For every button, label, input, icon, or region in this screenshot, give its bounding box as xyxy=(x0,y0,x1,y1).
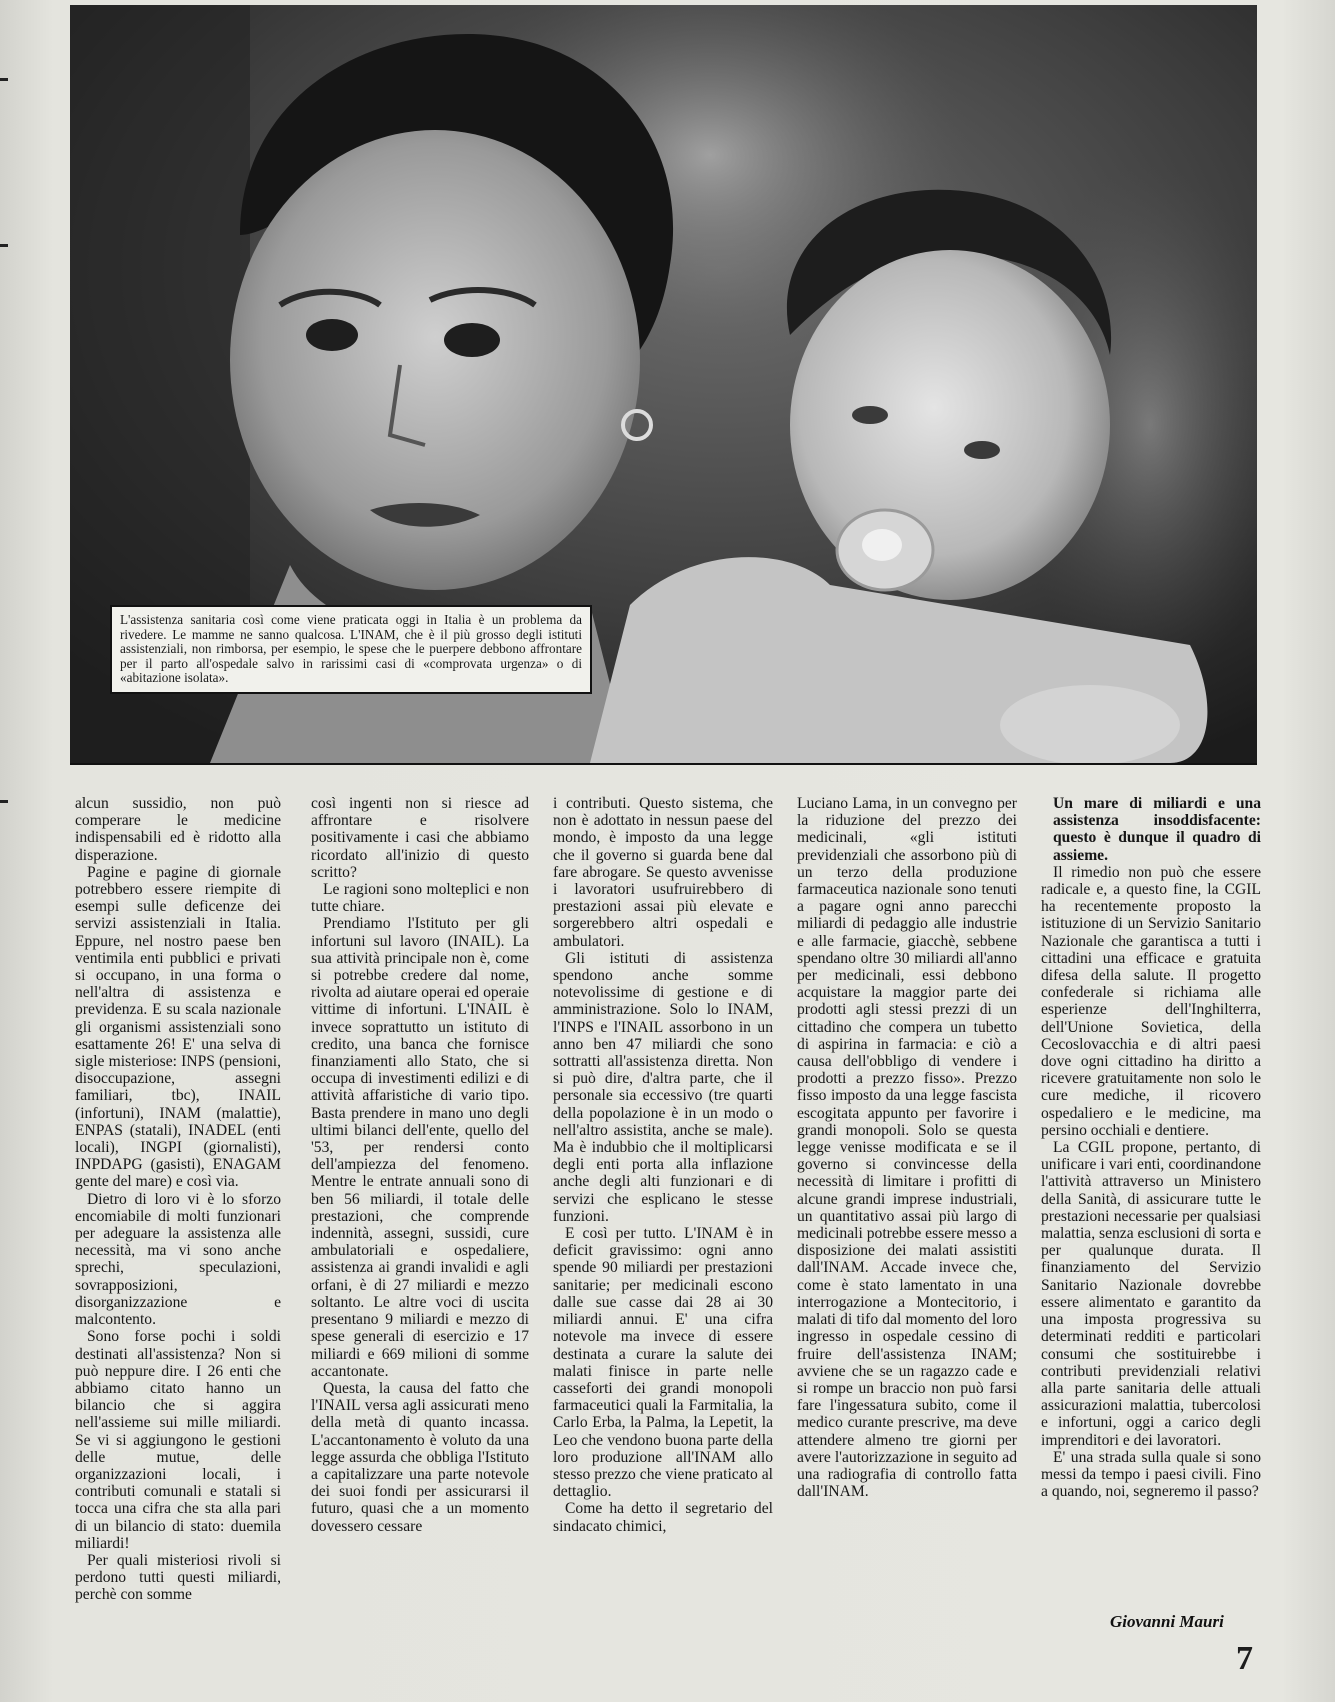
article-paragraph: E così per tutto. L'INAM è in deficit gravissimo: ogni anno spende 90 miliardi per prestazioni sanitarie; per medicinali escono dalle sue casse dai 28 ai 30 miliardi annui. E' una cifra notevole ma invece di essere destinata a curare la salute dei malati finisce in parte nelle casseforti dei grandi monopoli farmaceutici quali la Farmitalia, la Carlo Erba, la Palma, la Lepetit, la Leo che vendono buona parte della loro produzione all'INAM allo stesso prezzo che viene praticato al dettaglio. xyxy=(553,1225,773,1501)
article-paragraph: Prendiamo l'Istituto per gli infortuni sul lavoro (INAIL). La sua attività principale non è, come si potrebbe credere dal nome, rivolta ad aiutare operai ed operaie vittime di infortuni. L'INAIL è invece soprattutto un istituto di credito, una banca che fornisce finanziamenti allo Stato, che si occupa di investimenti edilizi e di attività affaristiche di vario tipo. Basta prendere in mano uno degli ultimi bilanci dell'ente, quello del '53, per rendersi conto dell'ampiezza del fenomeno. Mentre le entrate annuali sono di ben 56 miliardi, il totale delle prestazioni, che comprende indennità, assegni, sussidi, cure ambulatoriali e ospedaliere, assistenza ai grandi invalidi e agli orfani, è di 27 miliardi e mezzo soltanto. Le altre voci di uscita presentano 9 miliardi e mezzo di spese generali di esercizio e 17 miliardi e 669 milioni di somme accantonate. xyxy=(311,915,529,1380)
author-signature: Giovanni Mauri xyxy=(1110,1612,1224,1631)
article-paragraph: Sono forse pochi i soldi destinati all'assistenza? Non si può neppure dire. I 26 enti che abbiamo citato hanno un bilancio che si aggira nell'assieme sui mille miliardi. Se vi si aggiungono le gestioni delle mutue, delle organizzazioni locali, i contributi comunali e statali si tocca una cifra che sta alla pari di un bilancio di stato: duemila miliardi! xyxy=(75,1328,281,1552)
article-column-2 xyxy=(311,795,529,1535)
article-paragraph: Il rimedio non può che essere radicale e, a questo fine, la CGIL ha recentemente proposto la istituzione di un Servizio Sanitario Nazionale che garantisca a tutti i cittadini una efficace e gratuita difesa della salute. Il progetto confederale si richiama alle esperienze dell'Inghilterra, dell'Unione Sovietica, della Cecoslovacchia e di altri paesi dove ogni cittadino ha diritto a ricevere gratuitamente non solo le cure mediche, il ricovero ospedaliero e le medicine, ma persino occhiali e dentiere. xyxy=(1041,863,1261,1139)
article-column-5 xyxy=(1041,795,1261,1500)
article-paragraph: Dietro di loro vi è lo sforzo encomiabile di molti funzionari per adeguare la assistenza alle necessità, ma vi sono anche sprechi, speculazioni, sovrapposizioni, disorganizzazione e malcontento. xyxy=(75,1190,281,1329)
article-paragraph: Gli istituti di assistenza spendono anche somme notevolissime di gestione e di amministrazione. Solo lo INAM, l'INPS e l'INAIL assorbono in un anno ben 47 miliardi che sono sottratti all'assistenza diretta. Non si può dire, d'altra parte, che il personale sia eccessivo (tre quarti della popolazione è in un modo o nell'altro assistita, anche se male). Ma è indubbio che il moltiplicarsi degli enti porta alla inflazione anche degli alti funzionari e di servizi che esplicano le stesse funzioni. xyxy=(553,949,773,1225)
article-paragraph: così ingenti non si riesce ad affrontare e risolvere positivamente i casi che abbiamo ricordato all'inizio di questo scritto? xyxy=(311,795,529,881)
article-column-3 xyxy=(553,795,773,1535)
article-paragraph: Come ha detto il segretario del sindacato chimici, xyxy=(553,1500,773,1535)
article-paragraph: La CGIL propone, pertanto, di unificare i vari enti, coordinandone l'attività attraverso un Ministero della Sanità, di assicurare tutte le prestazioni necessarie per qualsiasi malattia, senza esclusioni di sorta e per qualunque durata. Il finanziamento del Servizio Sanitario Nazionale dovrebbe essere alimentato e garantito da una imposta progressiva su determinati redditi e particolari consumi che sostituirebbe i contributi previdenziali relativi alla parte sanitaria delle attuali assicurazioni malattia, tubercolosi e infortuni, oggi a carico degli imprenditori e dei lavoratori. xyxy=(1041,1139,1261,1449)
article-paragraph: Le ragioni sono molteplici e non tutte chiare. xyxy=(311,881,529,916)
article-paragraph: Questa, la causa del fatto che l'INAIL versa agli assicurati meno della metà di quanto incassa. L'accantonamento è voluto da una legge assurda che obbliga l'Istituto a capitalizzare una parte notevole dei suoi fondi per assicurarsi il futuro, quasi che a un momento dovessero cessare xyxy=(311,1379,529,1535)
article-paragraph: Per quali misteriosi rivoli si perdono tutti questi miliardi, perchè con somme xyxy=(75,1551,281,1604)
margin-mark xyxy=(0,78,8,81)
article-column-4 xyxy=(797,795,1017,1500)
page-number: 7 xyxy=(1236,1640,1253,1677)
article-paragraph: Pagine e pagine di giornale potrebbero essere riempite di esempi sulle deficenze dei servizi assistenziali in Italia. Eppure, nel nostro paese ben ventimila enti pubblici e privati si occupano, in una forma o nell'altra di assistenza e previdenza. E su scala nazionale gli organismi assistenziali sono esattamente 26! E' una selva di sigle misteriose: INPS (pensioni, disoccupazione, assegni familiari, tbc), INAIL (infortuni), INAM (malattie), ENPAS (statali), INADEL (enti locali), INGPI (giornalisti), INPDAPG (gasisti), ENAGAM gente del mare) e così via. xyxy=(75,863,281,1191)
article-paragraph: alcun sussidio, non può comperare le medicine indispensabili ed è ridotto alla disperazione. xyxy=(75,795,281,864)
article-paragraph: Un mare di miliardi e una assistenza insoddisfacente: questo è dunque il quadro di assieme. xyxy=(1053,795,1261,864)
margin-mark xyxy=(0,244,8,247)
article-column-1 xyxy=(75,795,281,1604)
article-paragraph: Luciano Lama, in un convegno per la riduzione del prezzo dei medicinali, «gli istituti previdenziali che assorbono più di un terzo della produzione farmaceutica nazionale sono tenuti a pagare ogni anno parecchi miliardi di pedaggio alle industrie e alle farmacie, giacchè, sebbene spendano oltre 30 miliardi all'anno per medicinali, essi debbono acquistare la maggior parte dei prodotti agli stessi prezzi di un cittadino che compera un tubetto di aspirina in farmacia: e ciò a causa dell'obbligo di vendere i prodotti a prezzo fisso». Prezzo fisso imposto da una legge fascista escogitata appunto per favorire i grandi monopoli. Solo se questa legge venisse modificata e se il governo si convincesse della necessità di limitare i profitti di alcune grandi imprese industriali, un quantitativo assai più largo di medicinali potrebbe essere messo a disposizione dei malati assistiti dall'INAM. Accade invece che, come è stato lamentato in una interrogazione a Montecitorio, i malati di tifo dal momento del loro ingresso in ospedale cessino di fruire dell'assistenza INAM; avviene che se un ragazzo cade e si rompe un braccio non può farsi fare l'ingessatura subito, come il medico curante prescrive, ma deve attendere almeno tre giorni per avere l'autorizzazione in seguito ad una radiografia di controllo fatta dall'INAM. xyxy=(797,795,1017,1501)
article-paragraph: i contributi. Questo sistema, che non è adottato in nessun paese del mondo, è imposto da una legge che il governo si guarda bene dal fare abrogare. Se questo avvenisse i lavoratori usufruirebbero di prestazioni assai più elevate e sorgerebbero altri ospedali e ambulatori. xyxy=(553,795,773,950)
margin-mark xyxy=(0,800,8,803)
photo-caption: L'assistenza sanitaria così come viene praticata oggi in Italia è un problema da rivedere. Le mamme ne sanno qualcosa. L'INAM, che è il più grosso degli istituti assistenziali, non rimborsa, per esempio, le spese che le puerpere debbono affrontare per il parto all'ospedale salvo in rarissimi casi di «comprovata urgenza» o di «abitazione isolata». xyxy=(110,605,592,694)
article-paragraph: E' una strada sulla quale si sono messi da tempo i paesi civili. Fino a quando, noi, segneremo il passo? xyxy=(1041,1448,1261,1501)
